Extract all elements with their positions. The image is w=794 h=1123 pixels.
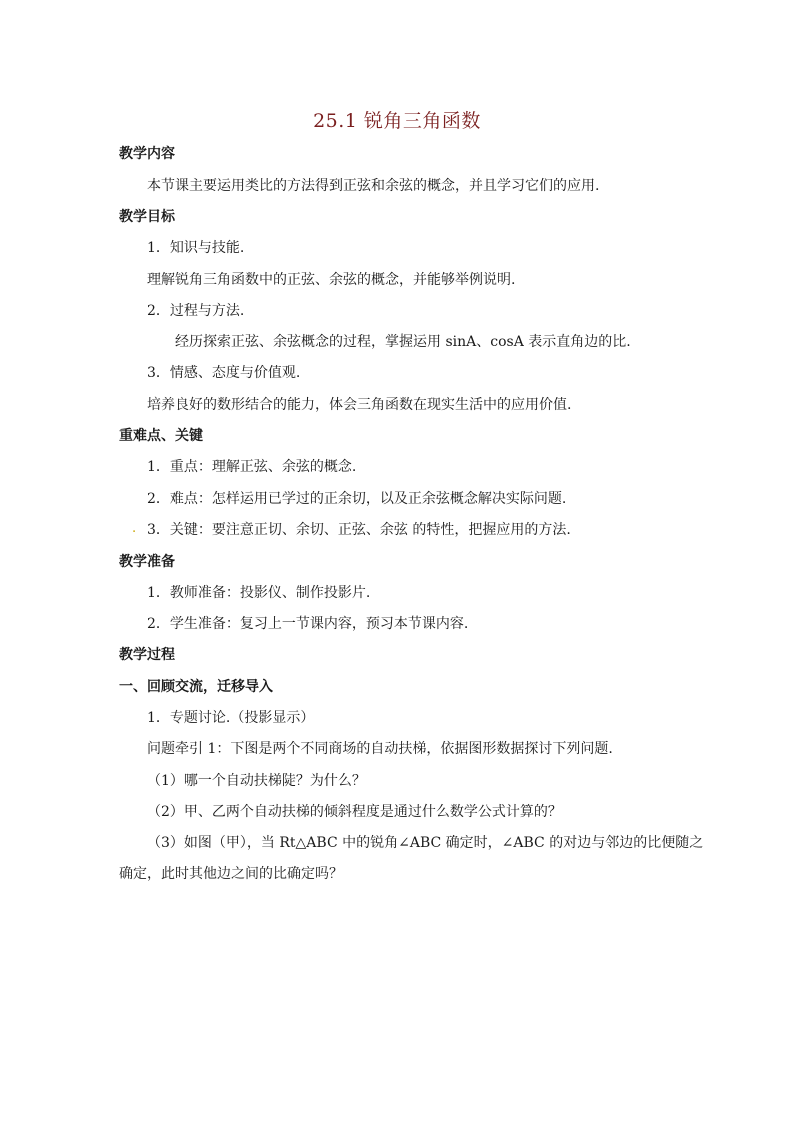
question-continuation: 确定，此时其他边之间的比确定吗？ bbox=[119, 866, 343, 882]
list-item: 2．过程与方法. bbox=[147, 303, 245, 319]
document-title: 25.1 锐角三角函数 bbox=[313, 110, 481, 132]
paragraph: 问题牵引 1：下图是两个不同商场的自动扶梯，依据图形数据探讨下列问题. bbox=[147, 741, 613, 757]
paragraph: 理解锐角三角函数中的正弦、余弦的概念，并能够举例说明. bbox=[147, 272, 516, 288]
heading-key-points: 重难点、关键 bbox=[119, 428, 203, 444]
list-item: 1．专题讨论.（投影显示） bbox=[147, 710, 315, 726]
question: （1）哪一个自动扶梯陡？为什么？ bbox=[147, 773, 366, 789]
heading-teaching-process: 教学过程 bbox=[119, 647, 175, 663]
question: （2）甲、乙两个自动扶梯的倾斜程度是通过什么数学公式计算的？ bbox=[147, 804, 562, 820]
question: （3）如图（甲），当 Rt△ABC 中的锐角∠ABC 确定时，∠ABC 的对边与邻边的比便随之 bbox=[147, 835, 704, 851]
paragraph: 经历探索正弦、余弦概念的过程，掌握运用 sinA、cosA 表示直角边的比. bbox=[175, 334, 631, 350]
heading-part-one: 一、回顾交流，迁移导入 bbox=[119, 679, 273, 695]
list-item: 1．知识与技能. bbox=[147, 240, 245, 256]
heading-teaching-content: 教学内容 bbox=[119, 146, 175, 162]
list-item: 1．重点：理解正弦、余弦的概念. bbox=[147, 459, 357, 475]
paragraph: 培养良好的数形结合的能力，体会三角函数在现实生活中的应用价值. bbox=[147, 397, 572, 413]
list-item: 2．难点：怎样运用已学过的正余切，以及正余弦概念解决实际问题. bbox=[147, 491, 567, 507]
list-item: 3．关键：要注意正切、余切、正弦、余弦 的特性，把握应用的方法. bbox=[147, 522, 571, 538]
list-item: 2．学生准备：复习上一节课内容，预习本节课内容. bbox=[147, 616, 469, 632]
stray-dot-mark: . bbox=[132, 521, 137, 536]
list-item: 3．情感、态度与价值观. bbox=[147, 365, 301, 381]
paragraph: 本节课主要运用类比的方法得到正弦和余弦的概念，并且学习它们的应用. bbox=[147, 178, 600, 194]
heading-teaching-preparation: 教学准备 bbox=[119, 554, 175, 570]
heading-teaching-goals: 教学目标 bbox=[119, 209, 175, 225]
list-item: 1．教师准备：投影仪、制作投影片. bbox=[147, 585, 371, 601]
